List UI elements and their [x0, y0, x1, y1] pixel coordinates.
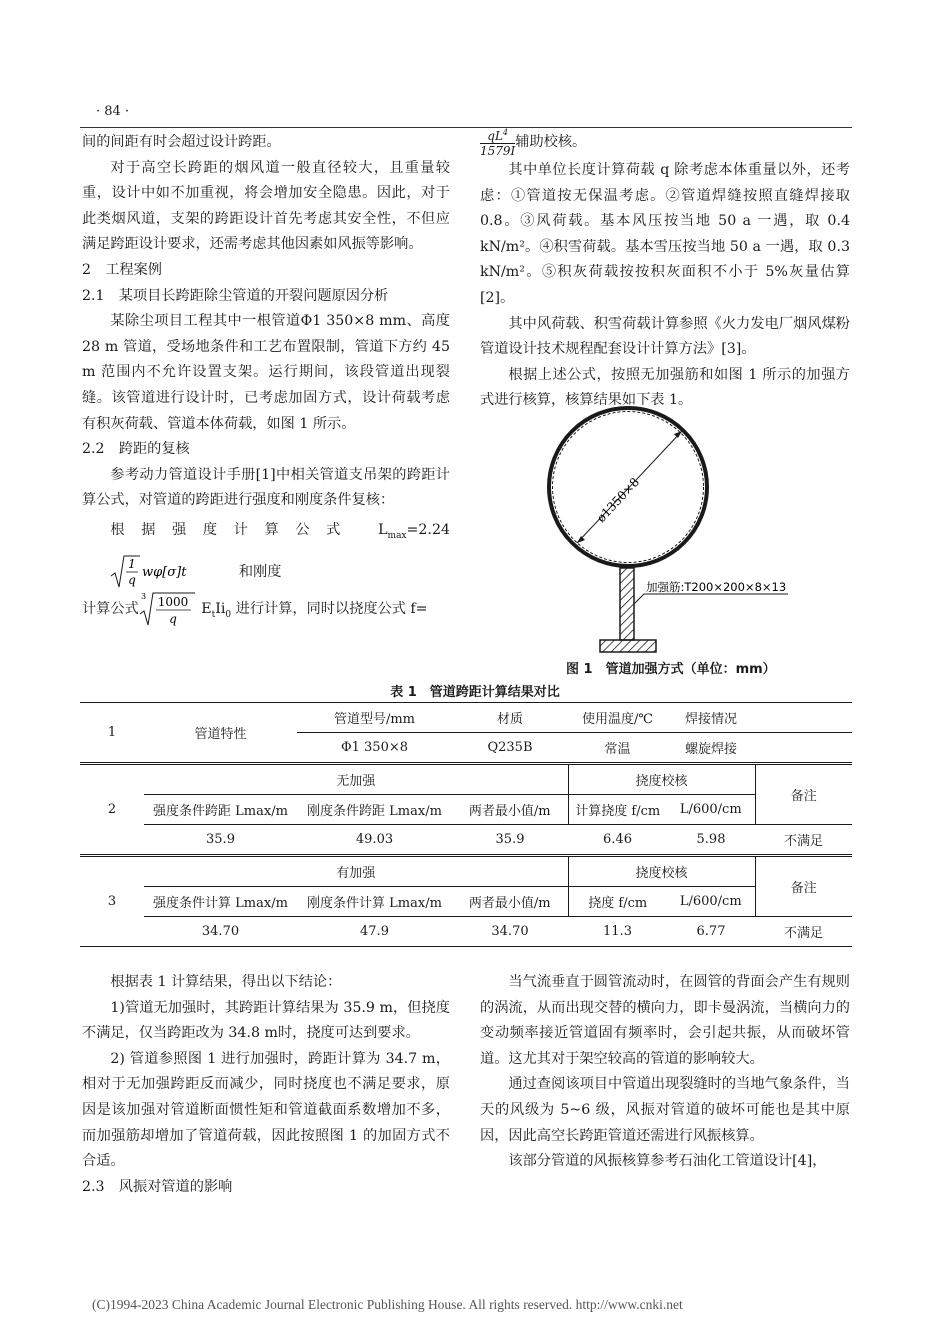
page-number: · 84 ·: [96, 104, 130, 119]
paragraph: 通过查阅该项目中管道出现裂缝时的当地气象条件，当天的风级为 5~6 级，风振对管道的破坏可能也是其中原因，因此高空长跨距管道还需进行风振核算。: [480, 1076, 850, 1144]
cube-root-formula: [139, 590, 197, 628]
rib-leader-line: [634, 594, 788, 604]
deflection-formula-line: $\frac{qL^4}{1579I}$ 辅助校核。: [480, 128, 587, 158]
paragraph: 根据表 1 计算结果，得出以下结论：: [110, 974, 342, 990]
root-index: 3: [140, 591, 146, 601]
fraction-denominator: q: [128, 572, 137, 587]
table-row: [80, 764, 852, 795]
table-row: [80, 825, 852, 856]
reinforcement-rib-flange: [600, 640, 656, 652]
table-cell: 47.9: [360, 924, 389, 939]
paragraph: 根据上述公式，按照无加强筋和如图 1 所示的加强方式进行核算，核算结果如下表 1。: [480, 366, 850, 409]
deflection-fraction: $\frac{qL^4}{1579I}$: [480, 128, 516, 158]
left-column-top: [82, 130, 450, 632]
stiffness-formula-line: 计算公式 3 1000 q $E_tIi_0$ 进行计算，同时以挠度公式 f=: [82, 591, 428, 626]
subsection-heading: 2.3 风振对管道的影响: [82, 1178, 233, 1195]
results-table: [80, 702, 852, 947]
column-header: 强度条件跨距 Lmax/m: [153, 804, 288, 819]
table-cell: 35.9: [206, 832, 235, 847]
row-label: 管道特性: [194, 727, 247, 742]
column-header: 两者最小值/m: [468, 804, 551, 819]
column-header: 管道型号/mm: [297, 703, 452, 733]
table-row: [80, 887, 852, 917]
formula-body: wφ[σ]t: [142, 564, 187, 580]
table-row: [80, 703, 852, 733]
strength-formula-line: 根据强度计算公式 $L_{max}=2.24$ 1 q wφ[σ]t 和刚度: [82, 512, 450, 590]
row-number: 3: [107, 894, 117, 909]
table-caption: 表 1 管道跨距计算结果对比: [390, 685, 560, 700]
diameter-label: ø1350×8: [593, 474, 643, 526]
table-cell: 49.03: [355, 832, 394, 847]
paragraph: 参考动力管道设计手册[1]中相关管道支吊架的跨距计算公式，对管道的跨距进行强度和刚度条件复核：: [82, 466, 450, 509]
column-header: 材质: [452, 703, 568, 733]
table-cell: 34.70: [491, 924, 529, 939]
rib-label: 加强筋:T200×200×8×13: [646, 580, 787, 594]
group-header: 挠度校核: [568, 856, 755, 887]
paragraph: 其中单位长度计算荷载 q 除考虑本体重量以外，还考虑：①管道按无保温考虑。②管道焊缝按照直缝焊接取 0.8。③风荷载。基本风压按当地 50 a 一遇，取 0.4 kN/m²。④积雪荷载。基本雪压按当地 50 a 一遇，取 0.3 kN/m²。⑤积灰荷载按按积灰面积不小于 5%灰量估算[2]。: [480, 162, 850, 306]
paragraph: 间的间距有时会超过设计跨距。: [82, 134, 281, 150]
paragraph: 对于高空长跨距的烟风道一般直径较大，且重量较重，设计中如不加重视，将会增加安全隐患。因此，对于此类烟风道，支架的跨距设计首先考虑其安全性，不但应满足跨距设计要求，还需考虑其他因素如风振等影响。: [82, 159, 450, 253]
table-cell: 6.77: [696, 924, 726, 939]
column-header: L/600/cm: [679, 894, 742, 909]
copyright-footer: (C)1994-2023 China Academic Journal Electronic Publishing House. All rights reserved. http://www.cnki.net: [92, 1297, 683, 1312]
table-row: [80, 795, 852, 825]
table-cell: 5.98: [696, 832, 726, 847]
subsection-heading: 2.2 跨距的复核: [82, 441, 190, 458]
table-cell: 35.9: [495, 832, 525, 847]
table-cell: 螺旋焊接: [684, 742, 737, 757]
group-header: 有加强: [144, 856, 568, 887]
fraction-numerator: 1000: [157, 594, 189, 609]
column-header: L/600/cm: [679, 802, 742, 817]
right-column-bottom: [480, 970, 850, 1175]
table-cell: Φ1 350×8: [340, 740, 409, 755]
column-header: 挠度 f/cm: [568, 887, 667, 917]
paragraph: 某除尘项目工程其中一根管道Φ1 350×8 mm、高度 28 m 管道，受场地条件和工艺布置限制，管道下方约 45 m 范围内不允许设置支架。运行期间，该段管道出现裂缝。该管道进行设计时，已考虑加固方式，设计荷载考虑有积灰荷载、管道本体荷载，如图 1 所示。: [82, 313, 450, 432]
reinforcement-rib-web: [620, 568, 634, 640]
column-header: 两者最小值/m: [468, 896, 551, 911]
right-column-top: [480, 130, 850, 414]
section-heading: 2 工程案例: [82, 261, 162, 278]
paragraph: 1)管道无加强时，其跨距计算结果为 35.9 m，但挠度不满足，仅当跨距改为 34.8 m时，挠度可达到要求。: [82, 999, 450, 1042]
group-header: 无加强: [144, 764, 568, 795]
paragraph: 当气流垂直于圆管流动时，在圆管的背面会产生有规则的涡流，从而出现交替的横向力，即卡曼涡流，当横向力的变动频率接近管道固有频率时，会引起共振，从而破坏管道。这尤其对于架空较高的管道的影响较大。: [480, 974, 850, 1067]
table-cell: Q235B: [487, 740, 533, 755]
fraction-denominator: q: [168, 611, 177, 626]
table-cell: 11.3: [603, 924, 632, 939]
column-header: 刚度条件计算 Lmax/m: [307, 896, 442, 911]
paragraph: 该部分管道的风振核算参考石油化工管道设计[4]，: [508, 1153, 827, 1170]
group-header: 挠度校核: [568, 764, 755, 795]
column-header: 使用温度/℃: [568, 703, 667, 733]
table-cell: 不满足: [783, 926, 823, 941]
table-row: [80, 917, 852, 947]
figure-pipe-reinforcement: [540, 400, 820, 685]
table-row: [80, 856, 852, 887]
column-header: 刚度条件跨距 Lmax/m: [307, 804, 442, 819]
figure-caption: 图 1 管道加强方式（单位：mm）: [566, 662, 776, 677]
table-cell: 不满足: [783, 834, 823, 849]
paragraph: 其中风荷载、积雪荷载计算参照《火力发电厂烟风煤粉管道设计技术规程配套设计计算方法》[3]。: [480, 315, 850, 358]
column-header: 焊接情况: [667, 703, 755, 733]
note-header: 备注: [755, 856, 852, 917]
table-cell: 常温: [604, 742, 631, 757]
row-number: 2: [107, 802, 117, 817]
paragraph: 2) 管道参照图 1 进行加强时，跨距计算为 34.7 m，相对于无加强跨距反而减少，同时挠度也不满足要求，原因是该加强对管道断面惯性矩和管道截面系数增加不多，而加强筋却增加了管道荷载，因此按照图 1 的加固方式不合适。: [82, 1050, 450, 1170]
subsection-heading: 2.1 某项目长跨距除尘管道的开裂问题原因分析: [82, 287, 389, 304]
table-cell: 6.46: [603, 832, 632, 847]
column-header: 强度条件计算 Lmax/m: [153, 896, 288, 911]
column-header: 计算挠度 f/cm: [568, 795, 667, 825]
row-number: 1: [107, 725, 117, 740]
note-header: 备注: [755, 764, 852, 825]
left-column-bottom: [82, 970, 450, 1200]
fraction-numerator: 1: [128, 556, 137, 571]
table-cell: 34.70: [201, 924, 240, 939]
sqrt-formula: [82, 554, 234, 590]
